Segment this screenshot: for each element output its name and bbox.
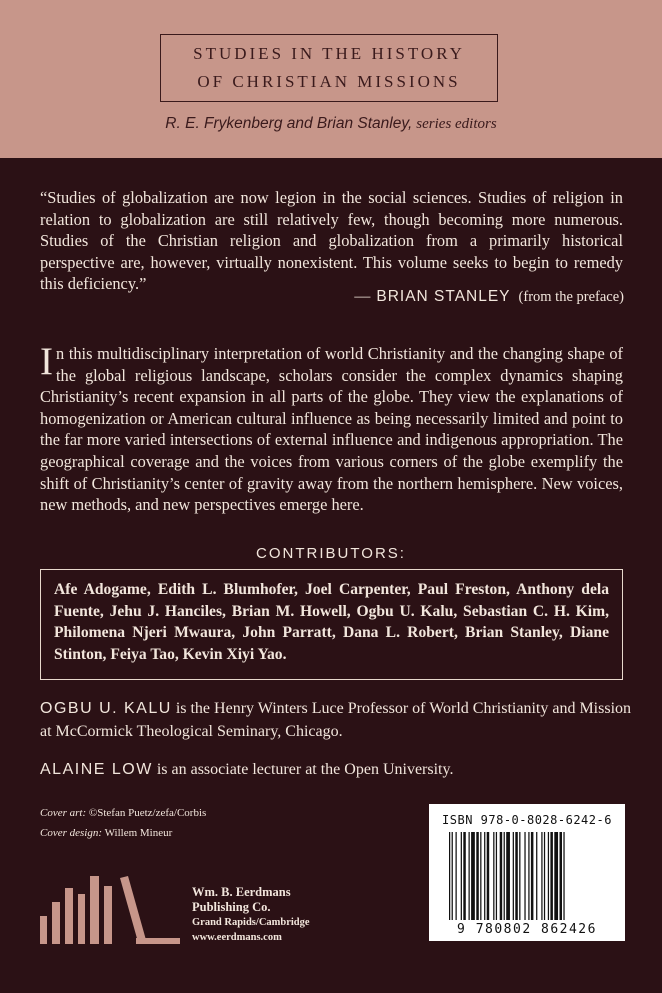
isbn-text: ISBN 978-0-8028-6242-6: [442, 813, 612, 827]
series-editors: [0, 115, 662, 133]
bio-name: OGBU U. KALU: [40, 700, 172, 717]
publisher-line2: Publishing Co.: [192, 900, 271, 914]
publisher-url: www.eerdmans.com: [192, 932, 282, 943]
bio-name: ALAINE LOW: [40, 761, 153, 778]
drop-cap: I: [40, 340, 53, 383]
quote-author: BRIAN STANLEY: [376, 288, 511, 305]
contributors-heading: CONTRIBUTORS:: [256, 545, 406, 562]
contributors-list: Afe Adogame, Edith L. Blumhofer, Joel Carpenter, Paul Freston, Anthony dela Fuente, Jehu J. Hanciles, Brian M. Howell, Ogbu U. Kalu, Sebastian C. H. Kim, Philomena Njeri Mwaura, John Parratt, Dana L. Robert, Brian Stanley, Diane Stinton, Feiya Tao, Kevin Xiyi Yao.: [54, 581, 609, 663]
series-editors-names: R. E. Frykenberg and Brian Stanley,: [165, 115, 413, 132]
publisher-line3: Grand Rapids/Cambridge: [192, 917, 310, 928]
barcode-panel: [429, 804, 625, 941]
series-title-line2: OF CHRISTIAN MISSIONS: [197, 72, 461, 91]
series-title-box: [160, 34, 498, 102]
book-description: [40, 340, 623, 516]
contributors-box: [40, 569, 623, 680]
bio-text: is an associate lecturer at the Open University.: [156, 761, 454, 778]
publisher-name: [192, 885, 310, 945]
quote-dash: —: [354, 288, 371, 305]
series-editors-role: series editors: [416, 116, 497, 132]
credit-label: Cover design:: [40, 827, 103, 839]
barcode-icon: [449, 832, 605, 920]
barcode-number: 9 780802 862426: [457, 922, 597, 937]
editor-bio-kalu: [40, 697, 640, 743]
publisher-logo-icon: [40, 868, 180, 944]
cover-design-credit: [40, 827, 172, 839]
publisher-line1: Wm. B. Eerdmans: [192, 885, 291, 899]
description-text: n this multidisciplinary interpretation of world Christianity and the changing shape of the global religious landscape, scholars consider the complex dynamics shaping Christianity’s recent expansion in all parts of the globe. They view the explanations of homogenization or American cultural influence as being necessarily limited and point to the far more varied intersections of external influence and indigenous appropriation. The geographical coverage and the voices from various corners of the globe exemplify the shift of Christianity’s center of gravity away from the northern hemisphere. New voices, new methods, and new perspectives emerge here.: [40, 344, 623, 515]
bio-text: is the Henry Winters Luce Professor of World Christianity and Mission at McCormick Theological Seminary, Chicago.: [40, 700, 632, 740]
editor-bio-low: [40, 758, 640, 781]
series-title-line1: STUDIES IN THE HISTORY: [193, 44, 465, 63]
quote-source: (from the preface): [518, 289, 624, 305]
cover-art-credit: [40, 807, 206, 819]
credit-label: Cover art:: [40, 807, 87, 819]
quote-attribution: [354, 288, 624, 306]
endorsement-quote: “Studies of globalization are now legion in the social sciences. Studies of religion in relation to globalization are still relatively few, though becoming more numerous. Studies of the Christian religion and globalization from a primarily historical perspective are, however, virtually nonexistent. This volume seeks to begin to remedy this deficiency.”: [40, 188, 623, 294]
credit-value: Willem Mineur: [104, 827, 173, 839]
credit-value: ©Stefan Puetz/zefa/Corbis: [88, 807, 207, 819]
